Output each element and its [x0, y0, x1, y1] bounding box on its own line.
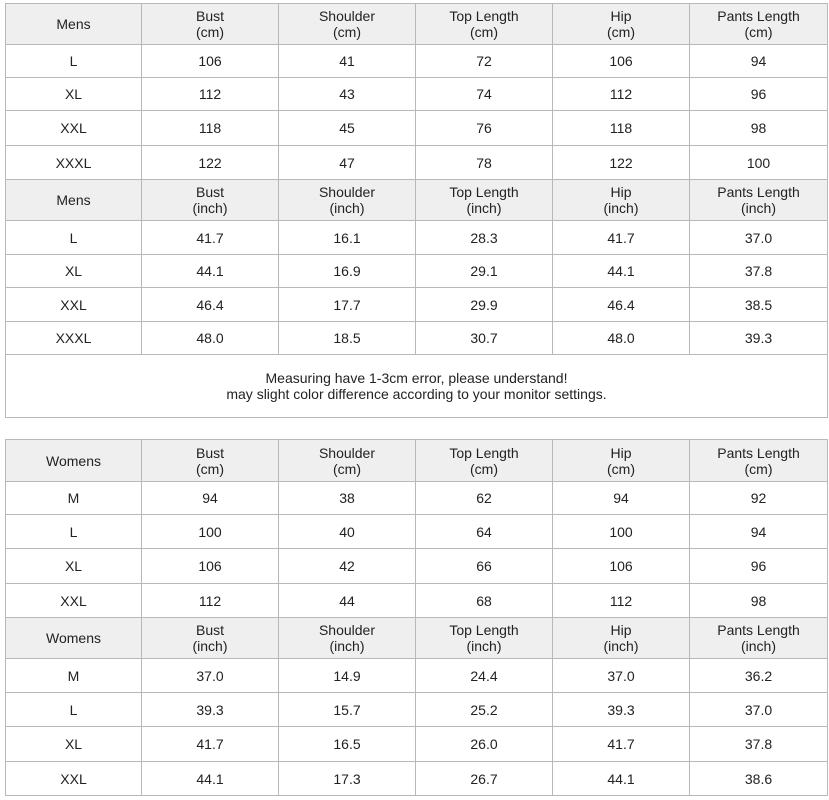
cell-shoulder: 16.1 [279, 221, 416, 255]
table-row [6, 111, 828, 146]
cell-hip: 41.7 [553, 727, 690, 762]
table-row [6, 221, 828, 255]
header-cell-size [6, 180, 142, 221]
header-label: Shoulder [318, 444, 376, 461]
table-row [6, 78, 828, 111]
cell-size: L [6, 221, 142, 255]
header-label: Womens [46, 452, 101, 469]
cell-hip: 44.1 [553, 762, 690, 796]
table-row [6, 255, 828, 288]
table-row [6, 549, 828, 584]
header-label: Womens [46, 630, 101, 646]
header-cell-shoulder [279, 4, 416, 45]
cell-size: L [6, 693, 142, 727]
table-row [6, 45, 828, 78]
header-cell-pants-length [690, 4, 828, 45]
header-unit: (cm) [333, 24, 361, 40]
header-unit: (inch) [192, 200, 228, 216]
cell-shoulder: 44 [279, 584, 416, 618]
cell-hip: 112 [553, 78, 690, 111]
cell-pants-length: 39.3 [690, 322, 828, 355]
cell-top-length: 24.4 [416, 659, 553, 693]
header-label: Hip [610, 622, 632, 638]
header-label: Pants Length [717, 184, 800, 200]
cell-top-length: 64 [416, 515, 553, 549]
cell-hip: 41.7 [553, 221, 690, 255]
cell-shoulder: 18.5 [279, 322, 416, 355]
header-label: Pants Length [717, 8, 800, 24]
cell-shoulder: 16.5 [279, 727, 416, 762]
cell-size: XXL [6, 111, 142, 146]
header-cell-bust [142, 440, 279, 482]
header-cell-top-length [416, 180, 553, 221]
table-row [6, 146, 828, 180]
cell-bust: 39.3 [142, 693, 279, 727]
header-cell-shoulder [279, 440, 416, 482]
cell-bust: 106 [142, 45, 279, 78]
header-label: Mens [56, 192, 91, 208]
header-cell-pants-length [690, 618, 828, 659]
cell-pants-length: 94 [690, 45, 828, 78]
cell-bust: 41.7 [142, 221, 279, 255]
header-cell-size [6, 4, 142, 45]
cell-top-length: 68 [416, 584, 553, 618]
cell-shoulder: 15.7 [279, 693, 416, 727]
cell-pants-length: 98 [690, 584, 828, 618]
header-unit: (inch) [466, 638, 502, 654]
cell-bust: 100 [142, 515, 279, 549]
cell-pants-length: 92 [690, 482, 828, 515]
table-header-row [6, 4, 828, 45]
header-label: Top Length [449, 444, 519, 461]
header-cell-bust [142, 4, 279, 45]
cell-shoulder: 41 [279, 45, 416, 78]
header-unit: (cm) [607, 460, 635, 477]
cell-hip: 106 [553, 549, 690, 584]
header-label: Shoulder [318, 184, 376, 200]
cell-size: XXL [6, 584, 142, 618]
table-row [6, 727, 828, 762]
note-line: Measuring have 1-3cm error, please understand! [265, 370, 568, 386]
header-unit: (cm) [744, 24, 773, 40]
cell-hip: 39.3 [553, 693, 690, 727]
header-label: Mens [56, 16, 91, 32]
cell-pants-length: 37.0 [690, 693, 828, 727]
header-label: Top Length [449, 184, 519, 200]
header-label: Top Length [449, 622, 519, 638]
cell-size: L [6, 515, 142, 549]
table-header-row [6, 618, 828, 659]
cell-size: XL [6, 78, 142, 111]
header-label: Bust [195, 8, 224, 24]
cell-top-length: 74 [416, 78, 553, 111]
header-label: Hip [610, 8, 632, 24]
cell-hip: 112 [553, 584, 690, 618]
cell-bust: 48.0 [142, 322, 279, 355]
cell-pants-length: 38.6 [690, 762, 828, 796]
header-unit: (inch) [603, 638, 639, 654]
cell-size: XL [6, 255, 142, 288]
cell-hip: 100 [553, 515, 690, 549]
table-row [6, 693, 828, 727]
table-row [6, 288, 828, 322]
cell-shoulder: 40 [279, 515, 416, 549]
cell-size: XL [6, 549, 142, 584]
cell-hip: 44.1 [553, 255, 690, 288]
header-cell-hip [553, 440, 690, 482]
header-unit: (cm) [607, 24, 635, 40]
cell-top-length: 29.9 [416, 288, 553, 322]
cell-top-length: 26.0 [416, 727, 553, 762]
cell-top-length: 26.7 [416, 762, 553, 796]
cell-pants-length: 96 [690, 78, 828, 111]
cell-hip: 37.0 [553, 659, 690, 693]
header-unit: (inch) [466, 200, 502, 216]
cell-bust: 122 [142, 146, 279, 180]
header-label: Shoulder [318, 622, 376, 638]
cell-shoulder: 17.7 [279, 288, 416, 322]
header-label: Pants Length [717, 444, 800, 461]
header-unit: (cm) [333, 460, 361, 477]
header-label: Pants Length [717, 622, 800, 638]
cell-top-length: 78 [416, 146, 553, 180]
cell-bust: 46.4 [142, 288, 279, 322]
cell-size: XXL [6, 288, 142, 322]
cell-bust: 106 [142, 549, 279, 584]
cell-pants-length: 36.2 [690, 659, 828, 693]
cell-pants-length: 37.8 [690, 255, 828, 288]
note-line: may slight color difference according to your monitor settings. [226, 386, 607, 402]
cell-shoulder: 42 [279, 549, 416, 584]
cell-hip: 94 [553, 482, 690, 515]
cell-size: XXL [6, 762, 142, 796]
cell-pants-length: 38.5 [690, 288, 828, 322]
header-label: Hip [610, 444, 632, 461]
cell-pants-length: 100 [690, 146, 828, 180]
header-label: Shoulder [318, 8, 376, 24]
header-cell-size [6, 618, 142, 659]
cell-hip: 122 [553, 146, 690, 180]
cell-size: XL [6, 727, 142, 762]
note-row [6, 355, 828, 418]
table-header-row [6, 180, 828, 221]
header-cell-hip [553, 180, 690, 221]
cell-pants-length: 98 [690, 111, 828, 146]
cell-top-length: 66 [416, 549, 553, 584]
cell-shoulder: 16.9 [279, 255, 416, 288]
table-row [6, 482, 828, 515]
cell-bust: 94 [142, 482, 279, 515]
cell-pants-length: 37.8 [690, 727, 828, 762]
header-unit: (inch) [329, 200, 365, 216]
cell-hip: 48.0 [553, 322, 690, 355]
header-unit: (cm) [196, 24, 224, 40]
cell-bust: 118 [142, 111, 279, 146]
table-header-row [6, 440, 828, 482]
header-label: Bust [195, 444, 224, 461]
cell-pants-length: 96 [690, 549, 828, 584]
womens-size-table [5, 439, 828, 796]
cell-bust: 44.1 [142, 762, 279, 796]
cell-bust: 112 [142, 584, 279, 618]
cell-top-length: 30.7 [416, 322, 553, 355]
header-unit: (inch) [329, 638, 365, 654]
cell-bust: 37.0 [142, 659, 279, 693]
header-cell-hip [553, 618, 690, 659]
cell-size: XXXL [6, 322, 142, 355]
header-cell-shoulder [279, 618, 416, 659]
table-row [6, 584, 828, 618]
header-cell-pants-length [690, 440, 828, 482]
cell-hip: 118 [553, 111, 690, 146]
cell-top-length: 28.3 [416, 221, 553, 255]
table-row [6, 762, 828, 796]
header-unit: (inch) [740, 638, 776, 654]
header-cell-bust [142, 180, 279, 221]
note-cell [6, 355, 828, 418]
header-cell-bust [142, 618, 279, 659]
header-unit: (inch) [192, 638, 228, 654]
cell-top-length: 29.1 [416, 255, 553, 288]
header-label: Top Length [449, 8, 519, 24]
cell-bust: 44.1 [142, 255, 279, 288]
mens-size-table [5, 3, 828, 418]
cell-size: M [6, 659, 142, 693]
header-cell-top-length [416, 440, 553, 482]
header-unit: (cm) [744, 460, 773, 477]
cell-top-length: 25.2 [416, 693, 553, 727]
header-cell-top-length [416, 618, 553, 659]
cell-pants-length: 37.0 [690, 221, 828, 255]
header-unit: (inch) [603, 200, 639, 216]
cell-top-length: 62 [416, 482, 553, 515]
cell-size: XXXL [6, 146, 142, 180]
table-row [6, 515, 828, 549]
cell-size: L [6, 45, 142, 78]
header-label: Hip [610, 184, 632, 200]
table-row [6, 322, 828, 355]
cell-shoulder: 47 [279, 146, 416, 180]
header-label: Bust [195, 622, 224, 638]
header-unit: (cm) [470, 460, 498, 477]
cell-hip: 46.4 [553, 288, 690, 322]
cell-shoulder: 17.3 [279, 762, 416, 796]
cell-hip: 106 [553, 45, 690, 78]
cell-size: M [6, 482, 142, 515]
header-cell-top-length [416, 4, 553, 45]
cell-shoulder: 43 [279, 78, 416, 111]
cell-top-length: 76 [416, 111, 553, 146]
cell-shoulder: 38 [279, 482, 416, 515]
header-cell-size [6, 440, 142, 482]
header-cell-hip [553, 4, 690, 45]
table-row [6, 659, 828, 693]
header-unit: (inch) [740, 200, 776, 216]
cell-bust: 41.7 [142, 727, 279, 762]
header-cell-shoulder [279, 180, 416, 221]
cell-shoulder: 14.9 [279, 659, 416, 693]
cell-top-length: 72 [416, 45, 553, 78]
header-label: Bust [195, 184, 224, 200]
cell-shoulder: 45 [279, 111, 416, 146]
header-cell-pants-length [690, 180, 828, 221]
cell-pants-length: 94 [690, 515, 828, 549]
header-unit: (cm) [470, 24, 498, 40]
header-unit: (cm) [196, 460, 224, 477]
cell-bust: 112 [142, 78, 279, 111]
